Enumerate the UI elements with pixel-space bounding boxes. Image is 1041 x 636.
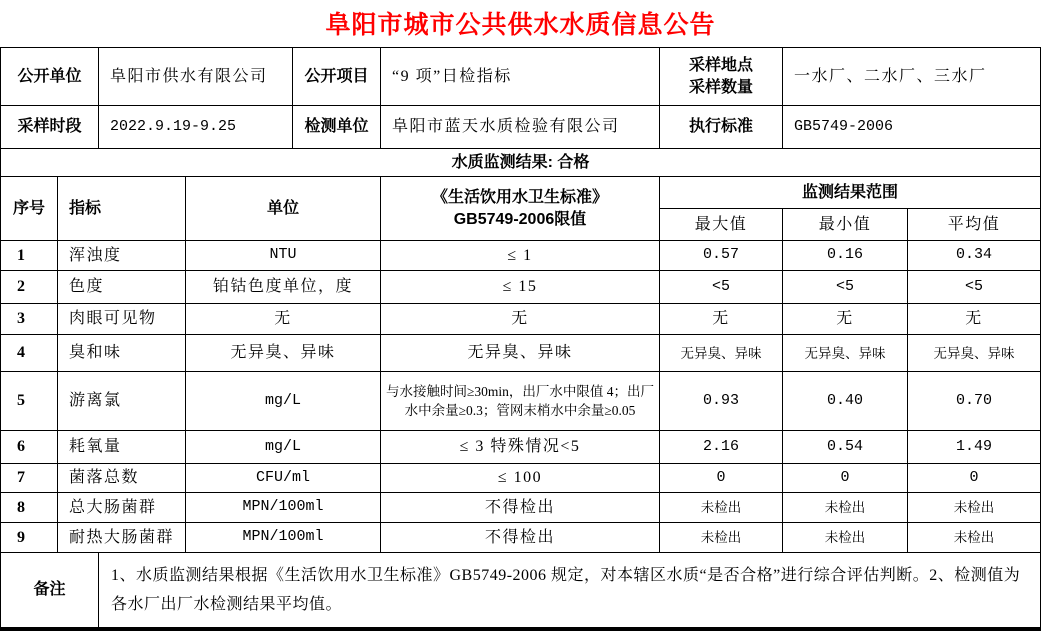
col-header-limit-line1: 《生活饮用水卫生标准》 bbox=[431, 188, 608, 206]
testing-unit-value: 阜阳市蓝天水质检验有限公司 bbox=[381, 106, 660, 149]
col-header-range: 监测结果范围 bbox=[660, 177, 1041, 209]
row2-avg: <5 bbox=[908, 271, 1041, 304]
page-title: 阜阳市城市公共供水水质信息公告 bbox=[325, 11, 716, 39]
testing-unit-label: 检测单位 bbox=[293, 106, 381, 149]
sampling-site-label bbox=[660, 48, 783, 106]
row9-no: 9 bbox=[1, 523, 58, 553]
sampling-site-value: 一水厂、二水厂、三水厂 bbox=[783, 48, 1041, 106]
open-item-value: “9 项”日检指标 bbox=[381, 48, 660, 106]
row8-avg: 未检出 bbox=[908, 493, 1041, 523]
col-header-indicator: 指标 bbox=[58, 177, 186, 241]
row3-no: 3 bbox=[1, 304, 58, 335]
row4-limit: 无异臭、异味 bbox=[381, 335, 660, 372]
row7-unit: CFU/ml bbox=[186, 464, 381, 493]
row1-min: 0.16 bbox=[783, 241, 908, 271]
open-item-label: 公开项目 bbox=[293, 48, 381, 106]
row6-min: 0.54 bbox=[783, 431, 908, 464]
row7-max: 0 bbox=[660, 464, 783, 493]
row7-no: 7 bbox=[1, 464, 58, 493]
row1-max: 0.57 bbox=[660, 241, 783, 271]
row5-limit: 与水接触时间≥30min，出厂水中限值 4；出厂水中余量≥0.3；管网末梢水中余量≥0.05 bbox=[381, 372, 660, 431]
row3-max: 无 bbox=[660, 304, 783, 335]
row4-min: 无异臭、异味 bbox=[783, 335, 908, 372]
row1-unit: NTU bbox=[186, 241, 381, 271]
row6-indicator: 耗氧量 bbox=[58, 431, 186, 464]
remark-text: 1、水质监测结果根据《生活饮用水卫生标准》GB5749-2006 规定，对本辖区水质“是否合格”进行综合评估判断。2、检测值为各水厂出厂水检测结果平均值。 bbox=[99, 553, 1041, 628]
row6-limit: ≤ 3 特殊情况<5 bbox=[381, 431, 660, 464]
row5-avg: 0.70 bbox=[908, 372, 1041, 431]
row2-indicator: 色度 bbox=[58, 271, 186, 304]
row3-unit: 无 bbox=[186, 304, 381, 335]
water-quality-table bbox=[0, 47, 1041, 631]
row2-max: <5 bbox=[660, 271, 783, 304]
row8-min: 未检出 bbox=[783, 493, 908, 523]
row9-max: 未检出 bbox=[660, 523, 783, 553]
row1-indicator: 浑浊度 bbox=[58, 241, 186, 271]
row9-avg: 未检出 bbox=[908, 523, 1041, 553]
row6-avg: 1.49 bbox=[908, 431, 1041, 464]
row8-limit: 不得检出 bbox=[381, 493, 660, 523]
row4-avg: 无异臭、异味 bbox=[908, 335, 1041, 372]
row5-unit: mg/L bbox=[186, 372, 381, 431]
row2-min: <5 bbox=[783, 271, 908, 304]
row6-max: 2.16 bbox=[660, 431, 783, 464]
row2-limit: ≤ 15 bbox=[381, 271, 660, 304]
row3-avg: 无 bbox=[908, 304, 1041, 335]
col-header-avg: 平均值 bbox=[908, 209, 1041, 241]
row4-unit: 无异臭、异味 bbox=[186, 335, 381, 372]
row4-no: 4 bbox=[1, 335, 58, 372]
row9-unit: MPN/100ml bbox=[186, 523, 381, 553]
sampling-site-label-line1: 采样地点 bbox=[688, 56, 753, 74]
row3-limit: 无 bbox=[381, 304, 660, 335]
row6-no: 6 bbox=[1, 431, 58, 464]
row9-min: 未检出 bbox=[783, 523, 908, 553]
standard-value: GB5749-2006 bbox=[783, 106, 1041, 149]
row3-min: 无 bbox=[783, 304, 908, 335]
col-header-limit-line2: GB5749-2006限值 bbox=[453, 210, 587, 228]
row1-avg: 0.34 bbox=[908, 241, 1041, 271]
col-header-unit: 单位 bbox=[186, 177, 381, 241]
result-banner: 水质监测结果: 合格 bbox=[1, 149, 1041, 177]
row8-max: 未检出 bbox=[660, 493, 783, 523]
row2-unit: 铂钴色度单位，度 bbox=[186, 271, 381, 304]
row7-avg: 0 bbox=[908, 464, 1041, 493]
row8-no: 8 bbox=[1, 493, 58, 523]
standard-label: 执行标准 bbox=[660, 106, 783, 149]
remark-label: 备注 bbox=[1, 553, 99, 628]
row3-indicator: 肉眼可见物 bbox=[58, 304, 186, 335]
col-header-max: 最大值 bbox=[660, 209, 783, 241]
row2-no: 2 bbox=[1, 271, 58, 304]
row8-indicator: 总大肠菌群 bbox=[58, 493, 186, 523]
row6-unit: mg/L bbox=[186, 431, 381, 464]
row5-min: 0.40 bbox=[783, 372, 908, 431]
row4-max: 无异臭、异味 bbox=[660, 335, 783, 372]
open-unit-label: 公开单位 bbox=[1, 48, 99, 106]
row5-no: 5 bbox=[1, 372, 58, 431]
col-header-limit bbox=[381, 177, 660, 241]
sampling-period-label: 采样时段 bbox=[1, 106, 99, 149]
sampling-period-value: 2022.9.19-9.25 bbox=[99, 106, 293, 149]
row5-indicator: 游离氯 bbox=[58, 372, 186, 431]
row7-min: 0 bbox=[783, 464, 908, 493]
sampling-site-label-line2: 采样数量 bbox=[688, 78, 753, 96]
open-unit-value: 阜阳市供水有限公司 bbox=[99, 48, 293, 106]
row9-indicator: 耐热大肠菌群 bbox=[58, 523, 186, 553]
row1-no: 1 bbox=[1, 241, 58, 271]
col-header-min: 最小值 bbox=[783, 209, 908, 241]
row9-limit: 不得检出 bbox=[381, 523, 660, 553]
row4-indicator: 臭和味 bbox=[58, 335, 186, 372]
col-header-no: 序号 bbox=[1, 177, 58, 241]
row7-indicator: 菌落总数 bbox=[58, 464, 186, 493]
row5-max: 0.93 bbox=[660, 372, 783, 431]
row7-limit: ≤ 100 bbox=[381, 464, 660, 493]
row1-limit: ≤ 1 bbox=[381, 241, 660, 271]
row8-unit: MPN/100ml bbox=[186, 493, 381, 523]
